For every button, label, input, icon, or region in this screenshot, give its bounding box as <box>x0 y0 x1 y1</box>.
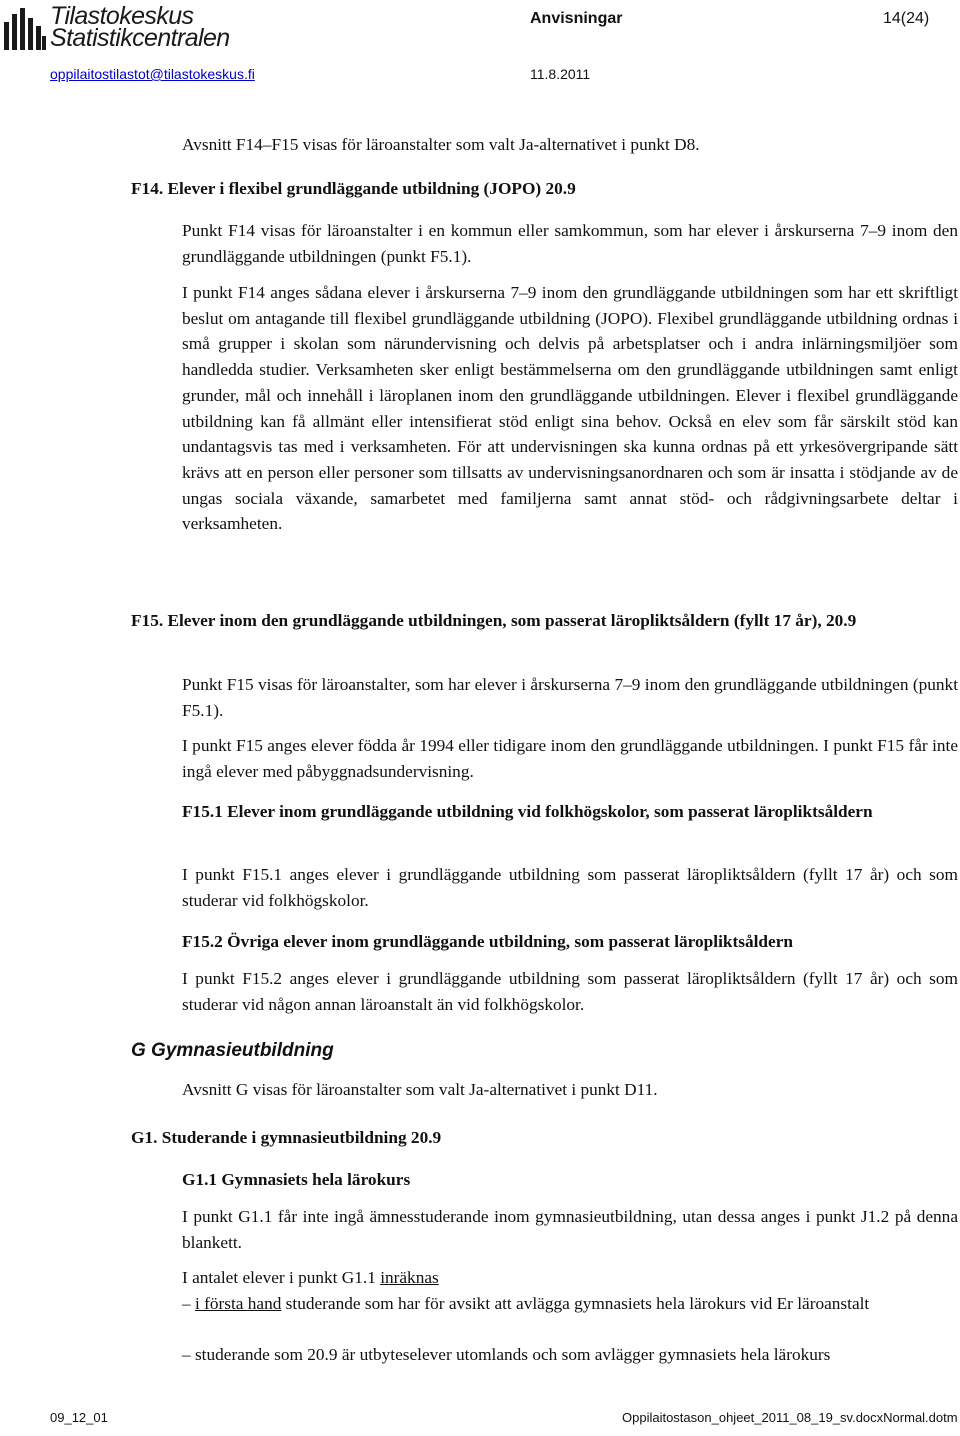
paragraph-f14-2: I punkt F14 anges sådana elever i årskurserna 7–9 inom den grundläggande utbildningen som har ett skriftligt beslut om antagande till flexibel grundläggande utbildning (JOPO). Flexibel grundläggande utbildning ordnas i små grupper i skolan som närundervisning och delvis på arbetsplatser och i andra inlärningsmiljöer som handledda studier. Verksamheten sker enligt bestämmelserna om den grundläggande utbildningen samt enligt grunder, mål och innehåll i läroplanen inom den grundläggande utbildningen. Elever i flexibel grundläggande utbildning kan få allmänt eller intensifierat stöd enligt sina behov. Också en elev som får särskilt stöd kan undantagsvis tas med i verksamheten. För att undervisningen ska kunna ordnas på ett yrkesövergripande sätt krävs att en person eller personer som tillsatts av undervisningsanordnaren och som är insatta i stödjande av de ungas sociala växande, samarbetet med familjerna samt annat stöd- och rådgivningsarbete deltar i verksamheten. <box>182 283 958 534</box>
bullet-item-2: – studerande som 20.9 är utbyteselever utomlands och som avlägger gymnasiets hela lärokurs <box>182 1345 831 1364</box>
underlined-i-forsta-hand: i första hand <box>194 1294 282 1313</box>
heading-f14: F14. Elever i flexibel grundläggande utbildning (JOPO) 20.9 <box>131 179 576 198</box>
paragraph-f14-1: Punkt F14 visas för läroanstalter i en kommun eller samkommun, som har elever i årskurserna 7–9 inom den grundläggande utbildningen (punkt F5.1). <box>182 221 958 266</box>
heading-f15-1: F15.1 Elever inom grundläggande utbildning vid folkhögskolor, som passerat läropliktsåldern <box>182 802 873 821</box>
bullet-dash: – <box>182 1294 195 1313</box>
heading-f15-2: F15.2 Övriga elever inom grundläggande utbildning, som passerat läropliktsåldern <box>182 932 793 951</box>
contact-email-link[interactable]: oppilaitostilastot@tilastokeskus.fi <box>50 66 255 82</box>
intro-f-sections: Avsnitt F14–F15 visas för läroanstalter som valt Ja-alternativet i punkt D8. <box>182 135 700 154</box>
intro-g-section: Avsnitt G visas för läroanstalter som valt Ja-alternativet i punkt D11. <box>182 1080 658 1099</box>
logo-bars-icon <box>2 6 48 52</box>
paragraph-f15-2: I punkt F15 anges elever födda år 1994 eller tidigare inom den grundläggande utbildningen. I punkt F15 får inte ingå elever med påbyggnadsundervisning. <box>182 736 958 781</box>
footer-code: 09_12_01 <box>50 1410 108 1425</box>
bullet-item-1 <box>182 1291 958 1317</box>
heading-g1: G1. Studerande i gymnasieutbildning 20.9 <box>131 1128 442 1147</box>
logo-text-swedish: Statistikcentralen <box>50 24 230 52</box>
paragraph-f15-1-text: I punkt F15.1 anges elever i grundläggande utbildning som passerat läropliktsåldern (fyllt 17 år) och som studerar vid folkhögskolor. <box>182 865 958 910</box>
section-heading-g: G Gymnasieutbildning <box>131 1040 334 1061</box>
heading-f15: F15. Elever inom den grundläggande utbildningen, som passerat läropliktsåldern (fyllt 17 år), 20.9 <box>131 611 857 630</box>
document-date: 11.8.2011 <box>530 66 591 82</box>
underlined-inraknas: inräknas <box>380 1268 439 1287</box>
paragraph-g1-1-2 <box>182 1265 958 1291</box>
paragraph-f15-1: Punkt F15 visas för läroanstalter, som har elever i årskurserna 7–9 inom den grundläggande utbildningen (punkt F5.1). <box>182 675 958 720</box>
bullet-item-1-text: studerande som har för avsikt att avlägga gymnasiets hela lärokurs vid Er läroanstalt <box>281 1294 870 1313</box>
logo-text-finnish: Tilastokeskus <box>50 2 194 30</box>
footer-filename: Oppilaitostason_ohjeet_2011_08_19_sv.docxNormal.dotm <box>622 1410 958 1425</box>
page-number: 14(24) <box>883 10 930 27</box>
document-title: Anvisningar <box>530 10 623 27</box>
paragraph-f15-2-text: I punkt F15.2 anges elever i grundläggande utbildning som passerat läropliktsåldern (fyllt 17 år) och som studerar vid någon annan läroanstalt än vid folkhögskolor. <box>182 969 958 1014</box>
paragraph-g1-1-1: I punkt G1.1 får inte ingå ämnesstuderande inom gymnasieutbildning, utan dessa anges i punkt J1.2 på denna blankett. <box>182 1207 958 1252</box>
paragraph-g1-1-2-text: I antalet elever i punkt G1.1 <box>182 1268 381 1287</box>
statistics-finland-logo <box>0 2 250 54</box>
heading-g1-1: G1.1 Gymnasiets hela lärokurs <box>182 1170 411 1189</box>
